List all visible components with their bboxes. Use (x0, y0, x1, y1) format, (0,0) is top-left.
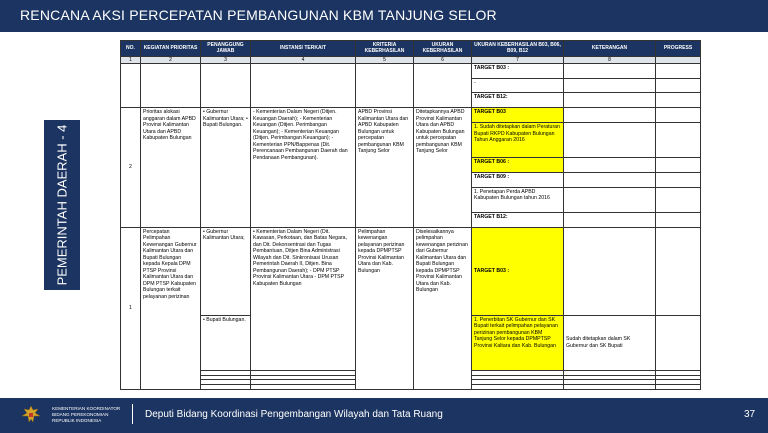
ministry-line: BIDANG PEREKONOMIAN (52, 412, 109, 418)
keterangan-cell (564, 212, 656, 227)
table-header-row (121, 41, 701, 57)
keterangan-cell (564, 173, 656, 188)
header-kegiatan: KEGIATAN PRIORITAS (141, 41, 201, 57)
target-cell: TARGET B03 : (472, 63, 564, 78)
cell-empty (414, 63, 472, 107)
section-label: PEMERINTAH DAERAH - 4 (54, 124, 70, 286)
kegiatan-cell: Prioritas alokasi anggaran dalam APBD Provinsi Kalimantan Utara dan APBD Kabupaten Bulungan (141, 108, 201, 227)
slide-title: RENCANA AKSI PERCEPATAN PEMBANGUNAN KBM TANJUNG SELOR (20, 7, 497, 23)
progress-cell (656, 315, 701, 370)
header-keterangan: KETERANGAN (564, 41, 656, 57)
target-cell: TARGET B12: (472, 93, 564, 108)
progress-cell (656, 123, 701, 158)
cell-empty (356, 63, 414, 107)
target-value-cell: 1. Penerbitan SK Gubernur dan SK Bupati terkait pelimpahan pelayanan perizinan pembangunan KBM Tanjung Selor kepada DPMPTSP Provinsi Kaltara dan Kab. Bulungan (472, 315, 564, 370)
target-value-cell: 1. Sudah ditetapkan dalam Peraturan Bupati RKPD Kabupaten Bulungan Tahun Anggaran 2016 (472, 123, 564, 158)
header-ukuran-b: UKURAN KEBERHASILAN B03, B06, B09, B12 (472, 41, 564, 57)
target-cell: TARGET B12: (472, 212, 564, 227)
keterangan-cell (564, 123, 656, 158)
col-num: 5 (356, 56, 414, 63)
target-cell: TARGET B06 : (472, 158, 564, 173)
keterangan-cell (564, 93, 656, 108)
col-num: 7 (472, 56, 564, 63)
section-sidebar (44, 120, 80, 290)
garuda-emblem-icon (20, 404, 42, 426)
keterangan-cell (564, 63, 656, 78)
ministry-line: REPUBLIK INDONESIA (52, 418, 102, 424)
col-num: 3 (201, 56, 251, 63)
instansi-cell: • Kementerian Dalam Negeri (Dit. Kawasan, Perkotaan, dan Batas Negara, dan Dit. Dekonsentrasi dan Tugas Pembantuan, Ditjen Bina Administrasi Wilayah dan Dit. Sinkronisasi Urusan Pemerintah Daerah II, Ditjen. Bina Pembangunan Daerah); - DPM PTSP Provinsi Kalimantan Utara - DPM PTSP Kabupaten Bulungan (251, 227, 356, 370)
footer-title: Deputi Bidang Koordinasi Pengembangan Wilayah dan Tata Ruang (145, 409, 443, 420)
row-number: 1 (121, 227, 141, 389)
ukuran-cell: Diselesaikannya pelimpahan kewenangan perizinan dari Gubernur Kalimantan Utara dan Bupati Bulungan kepada DPMPTSP Provinsi Kalimantan Utara dan Kab. Bulungan (414, 227, 472, 389)
header-progress: PROGRESS (656, 41, 701, 57)
cell-empty (121, 63, 141, 107)
top-bar (0, 0, 768, 32)
col-num: 6 (414, 56, 472, 63)
cell-empty (251, 385, 356, 390)
col-num: 4 (251, 56, 356, 63)
penanggung-jawab-cell: • Bupati Bulungan. (201, 315, 251, 370)
progress-cell (656, 173, 701, 188)
instansi-cell: - Kementerian Dalam Negeri (Ditjen. Keuangan Daerah); - Kementerian Keuangan (Ditjen. Perimbangan Keuangan); - Kementerian Keuangan (Ditjen. Perimbangan Keuangan); - Kementerian PPN/Bappenas (Dit. Perencanaan Pembangunan Daerah dan Pendanaan Pembangunan). (251, 108, 356, 227)
progress-cell (656, 108, 701, 123)
header-no: NO. (121, 41, 141, 57)
page-number: 37 (744, 409, 756, 420)
action-plan-table (120, 40, 700, 390)
cell-empty (141, 63, 201, 107)
table-row (121, 108, 701, 123)
ukuran-cell: Ditetapkannya APBD Provinsi Kalimantan Utara dan APBD Kabupaten Bulungan untuk percepatan pembangunan KBM Tanjung Selor (414, 108, 472, 227)
cell-empty (472, 385, 564, 390)
cell-empty (564, 385, 656, 390)
progress-cell (656, 187, 701, 212)
keterangan-cell (564, 78, 656, 93)
penanggung-jawab-cell: • Gubernur Kalimantan Utara; • Bupati Bulungan. (201, 108, 251, 227)
keterangan-cell (564, 187, 656, 212)
progress-cell (656, 63, 701, 78)
ministry-line: KEMENTERIAN KOORDINATOR (52, 406, 121, 411)
keterangan-cell (564, 227, 656, 315)
target-value-cell: - (472, 78, 564, 93)
kriteria-cell: Pelimpahan kewenangan pelayanan perizinan kepada DPMPTSP Provinsi Kalimantan Utara dan Kab. Bulungan (356, 227, 414, 389)
progress-cell (656, 227, 701, 315)
ministry-name (52, 406, 120, 425)
col-num: 8 (564, 56, 656, 63)
target-cell: TARGET B03 (472, 108, 564, 123)
target-cell: TARGET B03 : (472, 227, 564, 315)
cell-empty (251, 63, 356, 107)
progress-cell (656, 78, 701, 93)
progress-cell (656, 212, 701, 227)
cell-empty (656, 385, 701, 390)
row-number: 2 (121, 108, 141, 227)
table-row (121, 63, 701, 78)
progress-cell (656, 158, 701, 173)
keterangan-cell (564, 108, 656, 123)
header-instansi: INSTANSI TERKAIT (251, 41, 356, 57)
col-num-empty (656, 56, 701, 63)
target-cell: TARGET B09 : (472, 173, 564, 188)
col-num: 1 (121, 56, 141, 63)
kegiatan-cell: Percepatan Pelimpahan Kewenangan Gubernur Kalimantan Utara dan Bupati Bulungan kepada Kepala DPM PTSP Provinsi Kalimantan Utara dan DPM PTSP Kabupaten Bulungan terkait pelayanan perizinan (141, 227, 201, 389)
penanggung-jawab-cell: • Gubernur Kalimantan Utara; (201, 227, 251, 315)
header-ukuran: UKURAN KEBERHASILAN (414, 41, 472, 57)
header-kriteria: KRITERIA KEBERHASILAN (356, 41, 414, 57)
header-penanggung-jawab: PENANGGUNG JAWAB (201, 41, 251, 57)
keterangan-cell (564, 158, 656, 173)
col-num: 2 (141, 56, 201, 63)
cell-empty (201, 385, 251, 390)
kriteria-cell: APBD Provinsi Kalimantan Utara dan APBD Kabupaten Bulungan untuk percepatan pembangunan KBM Tanjung Selor (356, 108, 414, 227)
keterangan-cell: Sudah ditetapkan dalam SK Gubernur dan SK Bupati (564, 315, 656, 370)
column-number-row (121, 56, 701, 63)
target-value-cell: 1. Penetapan Perda APBD Kabupaten Bulungan tahun 2016 (472, 187, 564, 212)
cell-empty (201, 63, 251, 107)
table-row (121, 227, 701, 315)
footer-divider (132, 404, 133, 424)
progress-cell (656, 93, 701, 108)
